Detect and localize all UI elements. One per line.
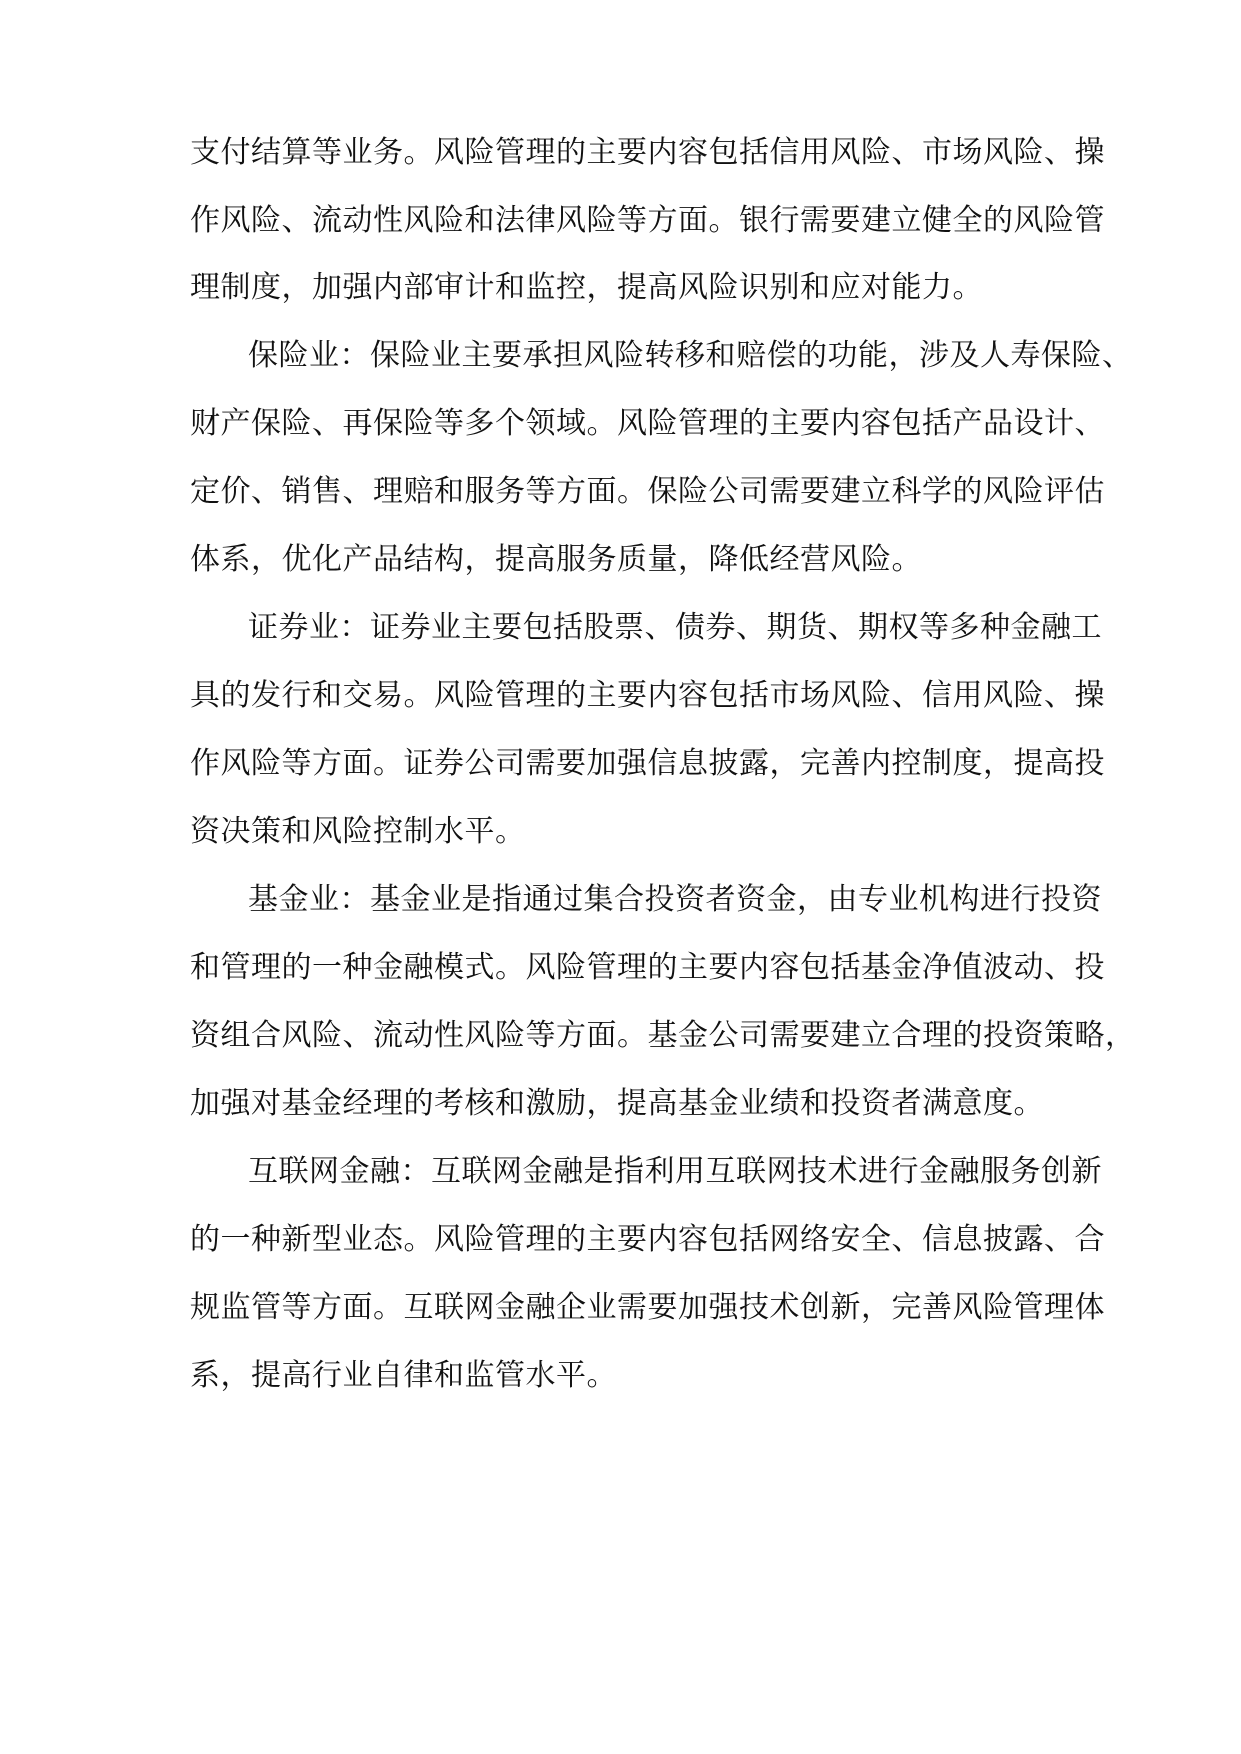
text-line: 理制度，加强内部审计和监控，提高风险识别和应对能力。: [190, 270, 983, 305]
text-line: 定价、销售、理赔和服务等方面。保险公司需要建立科学的风险评估: [190, 474, 1105, 509]
text-line: 体系，优化产品结构，提高服务质量，降低经营风险。: [190, 542, 922, 577]
text-line: 规监管等方面。互联网金融企业需要加强技术创新，完善风险管理体: [190, 1290, 1105, 1325]
text-line: 基金业：基金业是指通过集合投资者资金，由专业机构进行投资: [248, 882, 1102, 917]
text-line: 保险业：保险业主要承担风险转移和赔偿的功能，涉及人寿保险、: [248, 338, 1133, 373]
text-line: 和管理的一种金融模式。风险管理的主要内容包括基金净值波动、投: [190, 950, 1105, 985]
text-line: 财产保险、再保险等多个领域。风险管理的主要内容包括产品设计、: [190, 406, 1105, 441]
text-line: 互联网金融：互联网金融是指利用互联网技术进行金融服务创新: [248, 1154, 1102, 1189]
text-line: 系，提高行业自律和监管水平。: [190, 1358, 617, 1393]
text-line: 作风险、流动性风险和法律风险等方面。银行需要建立健全的风险管: [190, 203, 1105, 238]
text-line: 作风险等方面。证券公司需要加强信息披露，完善内控制度，提高投: [190, 746, 1105, 781]
text-line: 的一种新型业态。风险管理的主要内容包括网络安全、信息披露、合: [190, 1222, 1105, 1257]
text-line: 支付结算等业务。风险管理的主要内容包括信用风险、市场风险、操: [190, 135, 1105, 170]
text-line: 具的发行和交易。风险管理的主要内容包括市场风险、信用风险、操: [190, 678, 1105, 713]
text-line: 证券业：证券业主要包括股票、债券、期货、期权等多种金融工: [248, 610, 1102, 645]
text-line: 资组合风险、流动性风险等方面。基金公司需要建立合理的投资策略，: [190, 1018, 1136, 1053]
text-line: 资决策和风险控制水平。: [190, 814, 526, 849]
text-line: 加强对基金经理的考核和激励，提高基金业绩和投资者满意度。: [190, 1086, 1044, 1121]
